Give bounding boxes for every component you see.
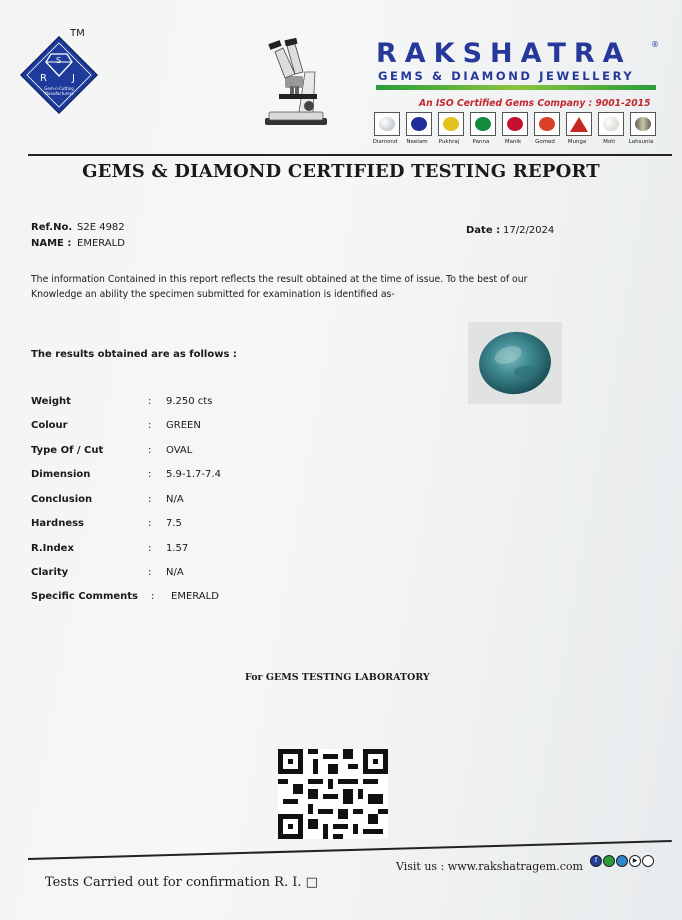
date-label: Date : <box>466 225 501 236</box>
footer-divider <box>28 840 672 859</box>
ref-label: Ref.No. <box>31 222 73 233</box>
hessonite-icon <box>539 117 555 131</box>
youtube-icon[interactable]: ▶ <box>629 855 641 867</box>
twitter-icon[interactable] <box>616 855 628 867</box>
gem-lahsunia: Lahsunia <box>630 112 656 145</box>
gem-manik: Manik <box>502 112 528 145</box>
ref-value: S2E 4982 <box>77 222 125 233</box>
results-heading: The results obtained are as follows : <box>31 349 237 360</box>
yellow-sapphire-icon <box>443 117 459 131</box>
specimen-photo <box>468 322 562 404</box>
report-title: GEMS & DIAMOND CERTIFIED TESTING REPORT <box>82 161 600 182</box>
intro-line-2: Knowledge an ability the specimen submitted for examination is identified as- <box>31 289 395 300</box>
website-link[interactable]: Visit us : www.rakshatragem.com <box>396 860 583 873</box>
gem-munga: Munga <box>566 112 592 145</box>
diamond-icon <box>379 117 395 131</box>
name-label: NAME : <box>31 238 72 249</box>
emerald-stone-image <box>468 322 562 404</box>
social-icons <box>590 855 654 867</box>
intro-paragraph <box>31 272 591 302</box>
emerald-icon <box>475 117 491 131</box>
gem-gomed: Gomed <box>534 112 560 145</box>
logo-caption: Gem-n-Cutting <box>44 86 74 91</box>
name-value: EMERALD <box>77 238 125 249</box>
microscope-icon <box>255 38 335 128</box>
certificate-page: TM S R J Gem-n-Cutting Manufacturers RAKSHATRA ® GEMS & DIAMOND JEWELLERY An ISO Certified Gems Company : 9001-2015 Diamond Neelam Pukhraj Panna Manik Gomed Munga Moti Lahsunia GEMS & DIAMOND CERTIFIED TESTING REPORT Ref.No. S2E 4982 NAME : EMERALD Date : 17/2/2024 The information Contained in this report reflects the result obtained at the time of issue. To the best of our Knowledge an ability the specimen submitted for examination is identified as- The results obtained are as follows : Weight : 9.250 cts Colour : GREEN Type Of / Cut : OVAL Dimension : 5.9-1.7-7.4 Conclusion : N/A Hardness : 7.5 R.Index : 1.57 Clarity : N/A Specific Comments : EMERALD For GEMS TESTING LABORATORY Tests Carried out for confirmation R. I. □ Visit us : www.rakshatragem.com f ▶ <box>0 0 682 920</box>
logo-letter-j: J <box>72 73 75 84</box>
facebook-icon[interactable]: f <box>590 855 602 867</box>
date-value: 17/2/2024 <box>503 225 555 236</box>
trademark-mark: TM <box>70 28 85 39</box>
iso-certification: An ISO Certified Gems Company : 9001-2015 <box>419 98 651 109</box>
intro-line-1: The information Contained in this report reflects the result obtained at the time of issue. To the best of our <box>31 274 528 285</box>
logo-letter-r: R <box>40 73 47 84</box>
cats-eye-icon <box>635 117 651 131</box>
sapphire-icon <box>411 117 427 131</box>
header-divider <box>28 154 672 156</box>
pearl-icon <box>603 117 619 131</box>
qr-code[interactable] <box>278 748 388 840</box>
brand-name: RAKSHATRA <box>376 38 632 69</box>
gem-neelam: Neelam <box>406 112 432 145</box>
brand-divider <box>376 85 656 90</box>
gem-diamond: Diamond <box>374 112 400 145</box>
gem-pukhraj: Pukhraj <box>438 112 464 145</box>
svg-text:Manufacturers: Manufacturers <box>44 91 74 96</box>
whatsapp-icon[interactable] <box>603 855 615 867</box>
gem-moti: Moti <box>598 112 624 145</box>
coral-icon <box>570 117 588 132</box>
gem-panna: Panna <box>470 112 496 145</box>
instagram-icon[interactable] <box>642 855 654 867</box>
registered-mark: ® <box>651 40 659 49</box>
ruby-icon <box>507 117 523 131</box>
confirmation-note: Tests Carried out for confirmation R. I. □ <box>45 875 318 890</box>
brand-tagline: GEMS & DIAMOND JEWELLERY <box>378 69 635 83</box>
logo-letter-s: S <box>56 56 62 65</box>
lab-signature: For GEMS TESTING LABORATORY <box>245 672 430 683</box>
rsj-diamond-logo <box>20 36 98 114</box>
